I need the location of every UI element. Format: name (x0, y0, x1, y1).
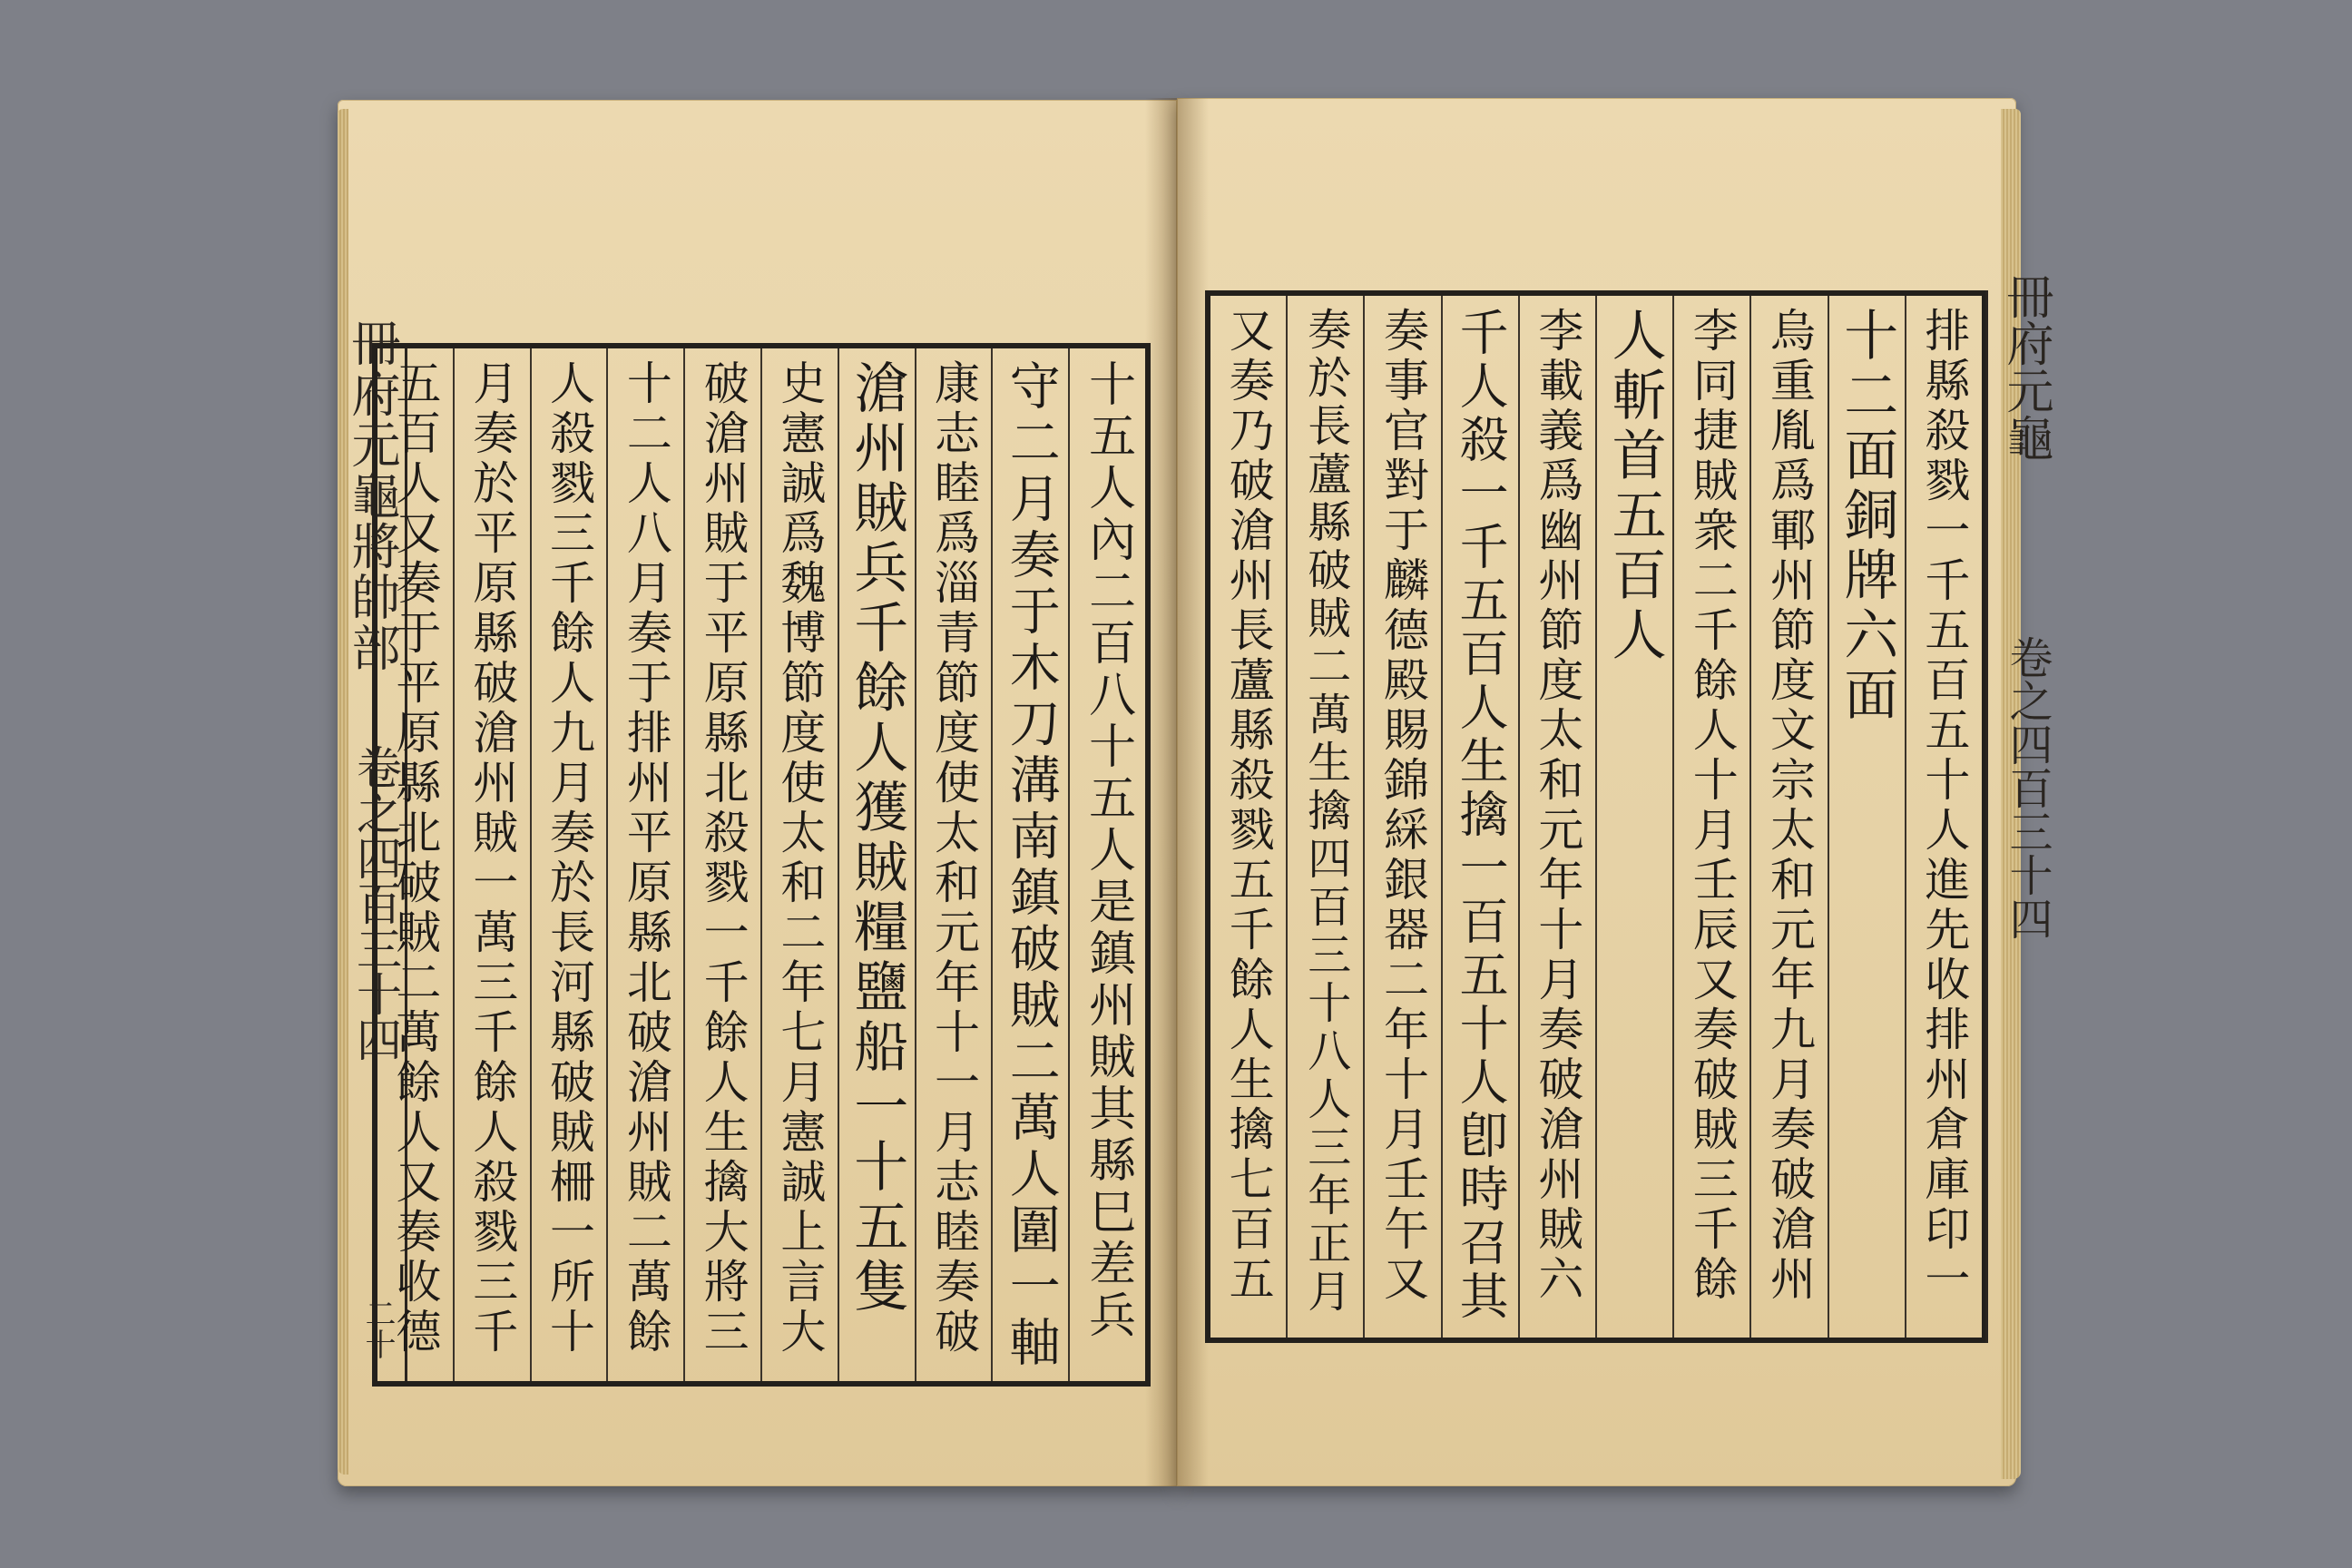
left-page-column (606, 348, 683, 1381)
right-margin-volume: 卷之四百三十四 (2002, 635, 2053, 940)
column-text: 人斬首五百人 (1602, 307, 1667, 666)
column-text: 十二人八月奏于排州平原縣北破滄州賊二萬餘 (619, 359, 672, 1357)
column-text: 李同捷賊衆二千餘人十月壬辰又奏破賊三千餘 (1685, 307, 1739, 1305)
left-page-column (991, 348, 1068, 1381)
column-text: 滄州賊兵千餘人獲賊糧鹽船一十五隻 (845, 359, 909, 1318)
left-page-column (915, 348, 992, 1381)
right-page-column (1672, 296, 1749, 1338)
right-page-column (1905, 296, 1982, 1338)
left-text-frame (372, 343, 1151, 1387)
column-text: 破滄州賊于平原縣北殺戮一千餘人生擒大將三 (696, 359, 750, 1357)
left-page-number: 二十 (359, 1298, 396, 1359)
right-margin-title: 冊府元龜 (1998, 272, 2053, 461)
left-page-column (377, 348, 453, 1381)
left-page-column (530, 348, 607, 1381)
column-text: 烏重胤爲鄆州節度文宗太和元年九月奏破滄州 (1762, 307, 1816, 1305)
right-page-column (1286, 296, 1363, 1338)
left-margin-volume: 卷之四百三十四 (349, 744, 402, 1062)
left-columns (377, 348, 1145, 1381)
column-text: 奏於長蘆縣破賊二萬生擒四百三十八人三年正月 (1299, 307, 1351, 1317)
right-page-column (1518, 296, 1595, 1338)
column-text: 十二面銅牌六面 (1835, 307, 1899, 726)
right-page-column (1749, 296, 1827, 1338)
right-page-column (1441, 296, 1518, 1338)
column-text: 月奏於平原縣破滄州賊一萬三千餘人殺戮三千 (466, 359, 519, 1357)
column-text: 康志睦爲淄青節度使太和元年十一月志睦奏破 (927, 359, 980, 1357)
column-text: 人殺戮三千餘人九月奏於長河縣破賊柵一所十 (543, 359, 596, 1357)
column-text: 守二月奏于木刀溝南鎮破賊二萬人圍一軸 (1001, 359, 1061, 1372)
right-text-frame (1205, 290, 1987, 1343)
right-margin-rule (1985, 290, 1988, 1343)
left-page-column (1068, 348, 1145, 1381)
left-page-column (453, 348, 530, 1381)
column-text: 史憲誠爲魏博節度使太和二年七月憲誠上言大 (773, 359, 827, 1357)
column-text: 又奏乃破滄州長蘆縣殺戮五千餘人生擒七百五 (1221, 307, 1275, 1305)
column-text: 李載義爲幽州節度太和元年十月奏破滄州賊六 (1531, 307, 1584, 1305)
right-columns (1210, 296, 1982, 1338)
book-gutter (1145, 98, 1209, 1486)
column-text: 奏事官對于麟德殿賜錦綵銀器二年十月壬午又 (1376, 307, 1429, 1305)
column-text: 十五人內二百八十五人是鎮州賊其縣巳差兵 (1080, 359, 1135, 1342)
right-page-column (1595, 296, 1672, 1338)
column-text: 五百人又奏于平原縣北破賊二萬餘人又奏收德 (388, 359, 442, 1357)
right-page-column (1363, 296, 1440, 1338)
left-page-column (838, 348, 915, 1381)
right-page-column (1828, 296, 1905, 1338)
right-page-column (1210, 296, 1286, 1338)
left-page-column (683, 348, 760, 1381)
left-page-column (760, 348, 838, 1381)
left-margin-title: 冊府元龜將帥部 (344, 318, 401, 673)
column-text: 排縣殺戮一千五百五十人進先收排州倉庫印一 (1917, 307, 1971, 1305)
column-text: 千人殺一千五百人生擒一百五十人卽時召其 (1452, 307, 1510, 1324)
